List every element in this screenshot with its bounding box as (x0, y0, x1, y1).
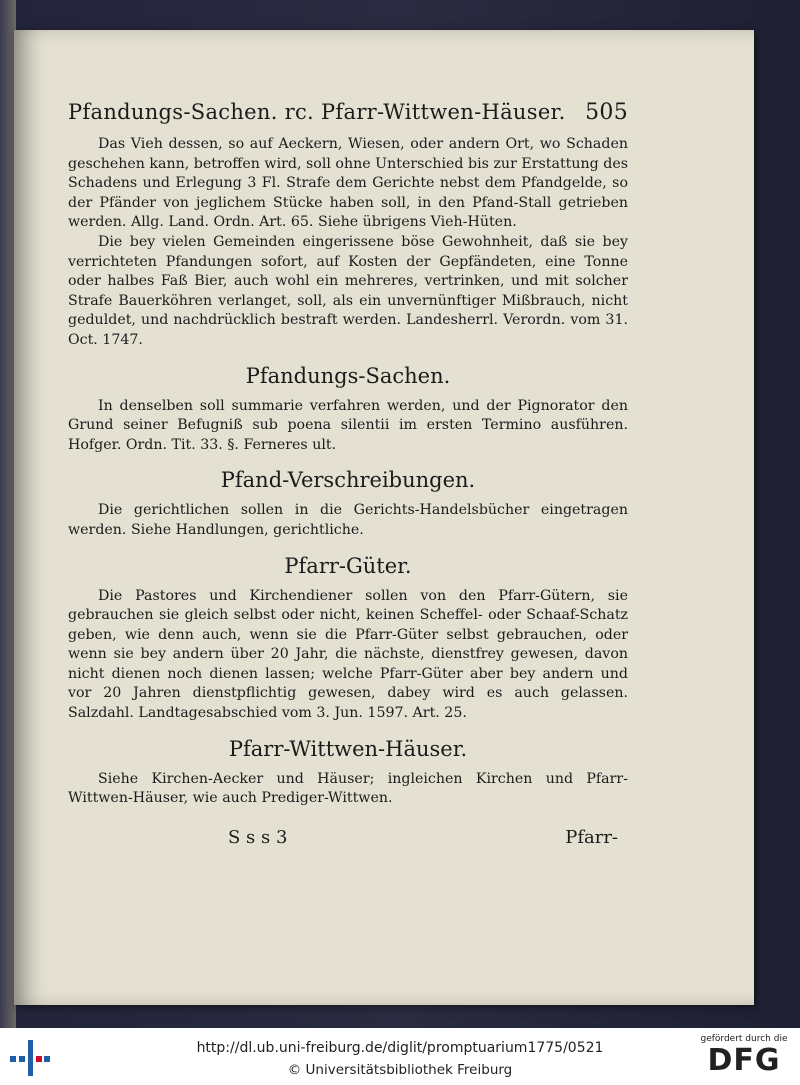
paragraph-vieh: Das Vieh dessen, so auf Aeckern, Wiesen, oder andern Ort, wo Schaden geschehen kann, betroffen wird, soll ohne Unterschied bis zur Erstattung des Schadens und Erlegung 3 Fl. Strafe dem Gerichte nebst dem Pfandgelde, so der Pfänder von jeglichem Stücke haben soll, in den Pfand-Stall getrieben werden. Allg. Land. Ordn. Art. 65. Siehe übrigens Vieh-Hüten. (68, 136, 628, 231)
running-head-title: Pfandungs-Sachen. rc. Pfarr-Wittwen-Häuser. (68, 100, 566, 124)
dfg-logo: DFG (707, 1043, 781, 1078)
signature-mark: S s s 3 (228, 826, 288, 848)
book-page (14, 30, 754, 1005)
heading-pfandungs-sachen: Pfandungs-Sachen. (245, 363, 451, 388)
heading-pfand-verschreibungen: Pfand-Verschreibungen. (220, 468, 476, 493)
paragraph-pfarr-wittwen-haeuser: Siehe Kirchen-Aecker und Häuser; ingleichen Kirchen und Pfarr-Wittwen-Häuser, wie auch Prediger-Wittwen. (68, 770, 628, 807)
running-head (68, 100, 628, 125)
source-url-link[interactable]: http://dl.ub.uni-freiburg.de/diglit/promptuarium1775/0521 (196, 1040, 604, 1056)
heading-pfarr-gueter: Pfarr-Güter. (284, 553, 412, 578)
page-number: 505 (585, 100, 628, 125)
paragraph-gewohnheit: Die bey vielen Gemeinden eingerissene böse Gewohnheit, daß sie bey verrichteten Pfandungen sofort, auf Kosten der Gepfändeten, eine Tonne oder halbes Faß Bier, auch wohl ein mehreres, vertrinken, und mit solcher Strafe Bauerköhren verlanget, soll, als ein unvernünftiger Mißbrauch, nicht geduldet, und nachdrücklich bestraft werden. Landesherrl. Verordn. vom 31. Oct. 1747. (68, 233, 628, 348)
copyright-notice: © Universitätsbibliothek Freiburg (287, 1062, 513, 1078)
paragraph-pfarr-gueter: Die Pastores und Kirchendiener sollen von den Pfarr-Gütern, sie gebrauchen sie gleich selbst oder nicht, keinen Scheffel- oder Schaaf-Schatz geben, wie denn auch, wenn sie die Pfarr-Güter selbst gebrauchen, oder wenn sie bey andern über 20 Jahr, die nächste, dienstfrey gewesen, davon nicht dienen noch dienen lassen; welche Pfarr-Güter aber bey andern und vor 20 Jahren dienstpflichtig gewesen, dabey wird es auch gelassen. Salzdahl. Landtagesabschied vom 3. Jun. 1597. Art. 25. (68, 587, 628, 722)
page-footer (68, 827, 628, 848)
catchword: Pfarr- (565, 826, 618, 848)
heading-pfarr-wittwen-haeuser: Pfarr-Wittwen-Häuser. (228, 736, 468, 761)
paragraph-pfandungs-sachen: In denselben soll summarie verfahren werden, und der Pignorator den Grund seiner Befugniß sub poena silentii im ersten Termino ausführen. Hofger. Ordn. Tit. 33. §. Ferneres ult. (68, 397, 628, 453)
viewer-footer (0, 1028, 800, 1085)
paragraph-pfand-verschreibungen: Die gerichtlichen sollen in die Gerichts-Handelsbücher eingetragen werden. Siehe Handlungen, gerichtliche. (68, 502, 628, 538)
dfg-funding-badge (696, 1034, 792, 1078)
page-content (68, 100, 628, 848)
dfg-caption: gefördert durch die (700, 1034, 788, 1044)
